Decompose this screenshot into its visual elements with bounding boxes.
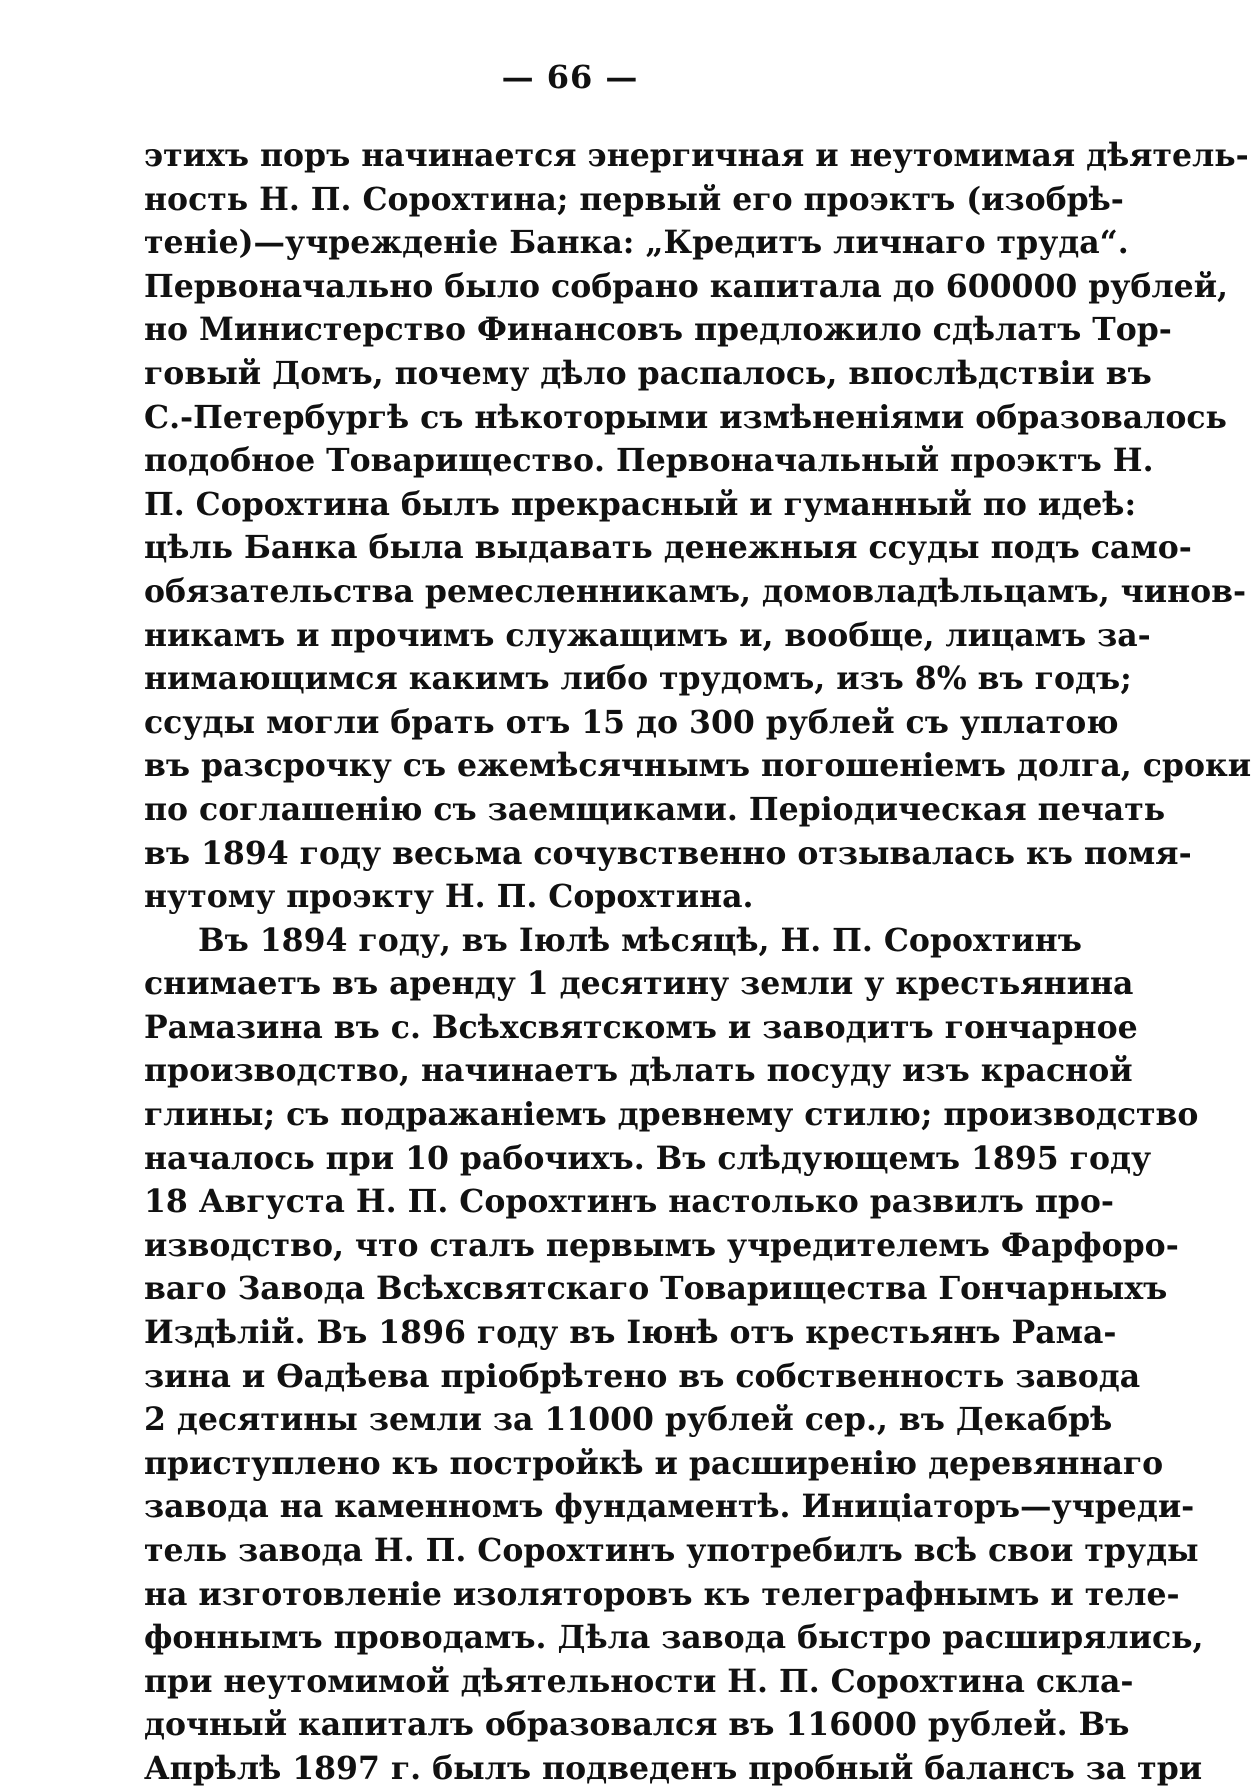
text-line: ссуды могли брать отъ 15 до 300 рублей съ уплатою [144, 703, 1119, 741]
text-line: но Министерство Финансовъ предложило сдѣлатъ Тор- [144, 311, 1172, 349]
text-line: нимающимся какимъ либо трудомъ, изъ 8% въ годъ; [144, 660, 1132, 698]
page-number: — 66 — [501, 58, 639, 96]
text-line: фоннымъ проводамъ. Дѣла завода быстро расширялись, [144, 1619, 1204, 1657]
text-line: производство, начинаетъ дѣлать посуду изъ красной [144, 1052, 1133, 1090]
text-line: Рамазина въ с. Всѣхсвятскомъ и заводитъ гончарное [144, 1008, 1138, 1046]
text-line: говый Домъ, почему дѣло распалось, впослѣдствіи въ [144, 354, 1152, 392]
text-line: ность Н. П. Сорохтина; первый его проэктъ (изобрѣ- [144, 180, 1124, 218]
text-line: зина и Ѳадѣева пріобрѣтено въ собственность завода [144, 1357, 1141, 1395]
text-line: въ разсрочку съ ежемѣсячнымъ погошеніемъ долга, сроки [144, 747, 1251, 785]
text-line: С.-Петербургѣ съ нѣкоторыми измѣненіями образовалось [144, 398, 1227, 436]
text-line: этихъ поръ начинается энергичная и неутомимая дѣятель- [144, 137, 1249, 174]
text-line: 18 Августа Н. П. Сорохтинъ настолько развилъ про- [144, 1183, 1115, 1221]
text-line: Первоначально было собрано капитала до 600000 рублей, [144, 267, 1229, 305]
text-line: по соглашенію съ заемщиками. Періодическая печать [144, 790, 1166, 828]
text-line: теніе)—учрежденіе Банка: „Кредитъ личнаго труда“. [144, 224, 1129, 262]
paragraph-end-line: нутому проэкту Н. П. Сорохтина. [144, 878, 754, 916]
text-line: дочный капиталъ образовался въ 116000 рублей. Въ [144, 1706, 1130, 1744]
text-line: цѣль Банка была выдавать денежныя ссуды подъ само- [144, 529, 1192, 567]
text-line: глины; съ подражаніемъ древнему стилю; производство [144, 1096, 1199, 1134]
text-line: при неутомимой дѣятельности Н. П. Сорохтина скла- [144, 1662, 1134, 1700]
text-line: 2 десятины земли за 11000 рублей сер., въ Декабрѣ [144, 1401, 1113, 1439]
text-line: ваго Завода Всѣхсвятскаго Товарищества Гончарныхъ [144, 1270, 1168, 1308]
page-text [144, 134, 1251, 1791]
text-line: Апрѣлѣ 1897 г. былъ подведенъ пробный балансъ за три [144, 1749, 1203, 1787]
text-line: П. Сорохтина былъ прекрасный и гуманный по идеѣ: [144, 485, 1137, 523]
text-line: въ 1894 году весьма сочувственно отзывалась къ помя- [144, 834, 1192, 872]
text-line: изводство, что сталъ первымъ учредителемъ Фарфоро- [144, 1226, 1179, 1264]
text-line: обязательства ремесленникамъ, домовладѣльцамъ, чинов- [144, 572, 1247, 610]
text-line: подобное Товарищество. Первоначальный проэктъ Н. [144, 442, 1154, 480]
paragraph-start-line: Въ 1894 году, въ Іюлѣ мѣсяцѣ, Н. П. Сорохтинъ [198, 921, 1082, 959]
text-line: Издѣлій. Въ 1896 году въ Іюнѣ отъ крестьянъ Рама- [144, 1314, 1117, 1352]
text-line: снимаетъ въ аренду 1 десятину земли у крестьянина [144, 965, 1134, 1003]
text-line: приступлено къ постройкѣ и расширенію деревяннаго [144, 1444, 1164, 1482]
text-line: на изготовленіе изоляторовъ къ телеграфнымъ и теле- [144, 1575, 1180, 1613]
text-line: началось при 10 рабочихъ. Въ слѣдующемъ 1895 году [144, 1139, 1152, 1177]
text-line: завода на каменномъ фундаментѣ. Иниціаторъ—учреди- [144, 1488, 1195, 1526]
text-line: никамъ и прочимъ служащимъ и, вообще, лицамъ за- [144, 616, 1151, 654]
text-line: тель завода Н. П. Сорохтинъ употребилъ всѣ свои труды [144, 1532, 1199, 1569]
